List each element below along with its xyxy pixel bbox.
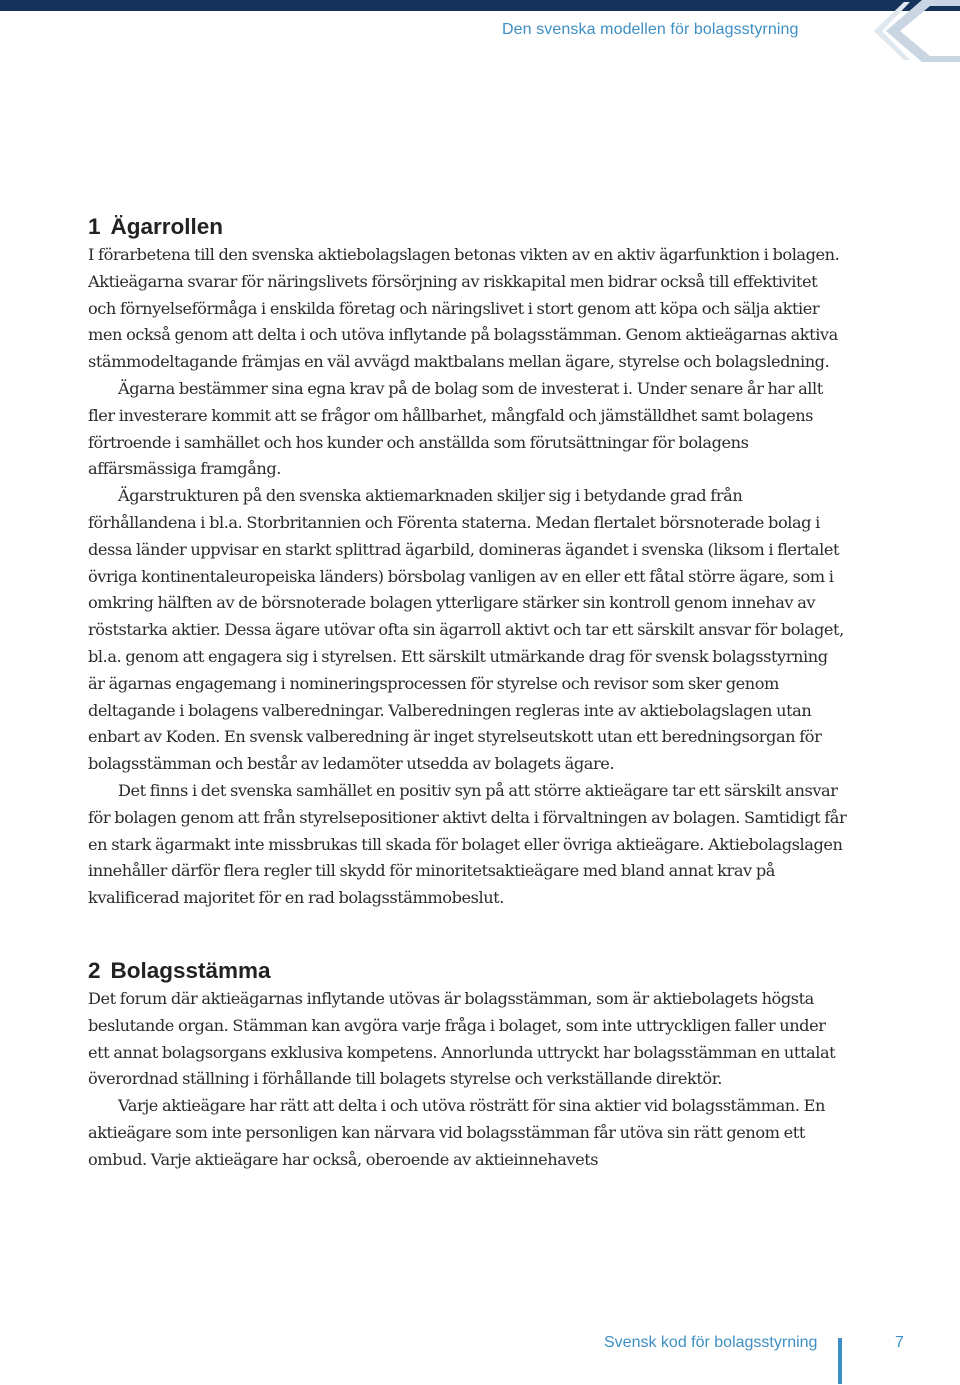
section-title: Ägarrollen xyxy=(110,214,224,239)
section-heading xyxy=(88,956,848,986)
footer-publication-title: Svensk kod för bolagsstyrning xyxy=(604,1334,818,1351)
section-heading xyxy=(88,212,848,242)
section-bolagsstamma xyxy=(88,956,848,1174)
running-header-title: Den svenska modellen för bolagsstyrning xyxy=(502,21,799,38)
chevron-left-icon xyxy=(840,0,960,62)
top-color-bar xyxy=(0,0,960,11)
body-paragraph: Det forum där aktieägarnas inflytande utövas är bolagsstämman, som är aktiebolagets högsta beslutande organ. Stämman kan avgöra varje fråga i bolaget, som inte uttryckligen faller under ett annat bolagsorgans exklusiva kompetens. Annorlunda uttryckt har bolagsstämman en uttalat överordnad ställning i förhållande till bolagets styrelse och verkställande direktör. xyxy=(88,988,836,1089)
page-number: 7 xyxy=(895,1334,904,1351)
footer-divider xyxy=(838,1338,842,1384)
section-agarrollen xyxy=(88,212,848,912)
section-number: 1 xyxy=(88,214,101,239)
body-paragraph: Ägarna bestämmer sina egna krav på de bolag som de investerat i. Under senare år har allt fler investerare kommit att se frågor om hållbarhet, mångfald och jämställdhet samt bolagens förtroende i samhället och hos kunder och anställda som förutsättningar för bolagens affärsmässiga framgång. xyxy=(88,378,823,479)
section-title: Bolagsstämma xyxy=(110,957,271,983)
body-paragraph: Det finns i det svenska samhället en positiv syn på att större aktieägare tar ett särskilt ansvar för bolagen genom att från styrelsepositioner aktivt delta i förvaltningen av bolagen. Samtidigt får en stark ägarmakt inte missbrukas till skada för bolaget eller övriga aktieägare. Aktiebolagslagen innehåller därför flera regler till skydd för minoritetsaktieägare med bland annat krav på kvalificerad majoritet för en rad bolagsstämmobeslut. xyxy=(88,780,847,908)
body-paragraph: Varje aktieägare har rätt att delta i och utöva rösträtt för sina aktier vid bolagsstämman. En aktieägare som inte personligen kan närvara vid bolagsstämman får utöva sin rätt genom ett ombud. Varje aktieägare har också, oberoende av aktieinnehavets xyxy=(88,1096,825,1169)
body-paragraph: Ägarstrukturen på den svenska aktiemarknaden skiljer sig i betydande grad från förhållandena i bl.a. Storbritannien och Förenta staterna. Medan flertalet börsnoterade bolag i dessa länder uppvisar en starkt splittrad ägarbild, domineras ägandet i svenska (liksom i flertalet övriga kontinentaleuropeiska länders) börsbolag vanligen av en eller ett fåtal större ägare, som i omkring hälften av de börsnoterade bolagen ytterligare stärker sin kontroll genom innehav av röststarka aktier. Dessa ägare utövar ofta sin ägarroll aktivt och tar ett särskilt ansvar för bolaget, bl.a. genom att engagera sig i styrelsen. Ett särskilt utmärkande drag för svensk bolagsstyrning är ägarnas engagemang i nomineringsprocessen för styrelse och revisor som sker genom deltagande i bolagens valberedningar. Valberedningen regleras inte av aktiebolagslagen utan enbart av Koden. En svensk valberedning är inget styrelseutskott utan ett beredningsorgan för bolagsstämman och består av ledamöter utsedda av bolagets ägare. xyxy=(88,486,844,774)
body-paragraph: I förarbetena till den svenska aktiebolagslagen betonas vikten av en aktiv ägarfunktion i bolagen. Aktieägarna svarar för näringslivets försörjning av riskkapital men bidrar också till effektivitet och förnyelseförmåga i enskilda företag och näringslivet i stort genom att köpa och sälja aktier men också genom att delta i och utöva inflytande på bolagsstämman. Genom aktieägarnas aktiva stämmodeltagande främjas en väl avvägd maktbalans mellan ägare, styrelse och bolagsledning. xyxy=(88,245,840,372)
page-content xyxy=(88,212,848,1174)
section-number: 2 xyxy=(88,957,101,983)
